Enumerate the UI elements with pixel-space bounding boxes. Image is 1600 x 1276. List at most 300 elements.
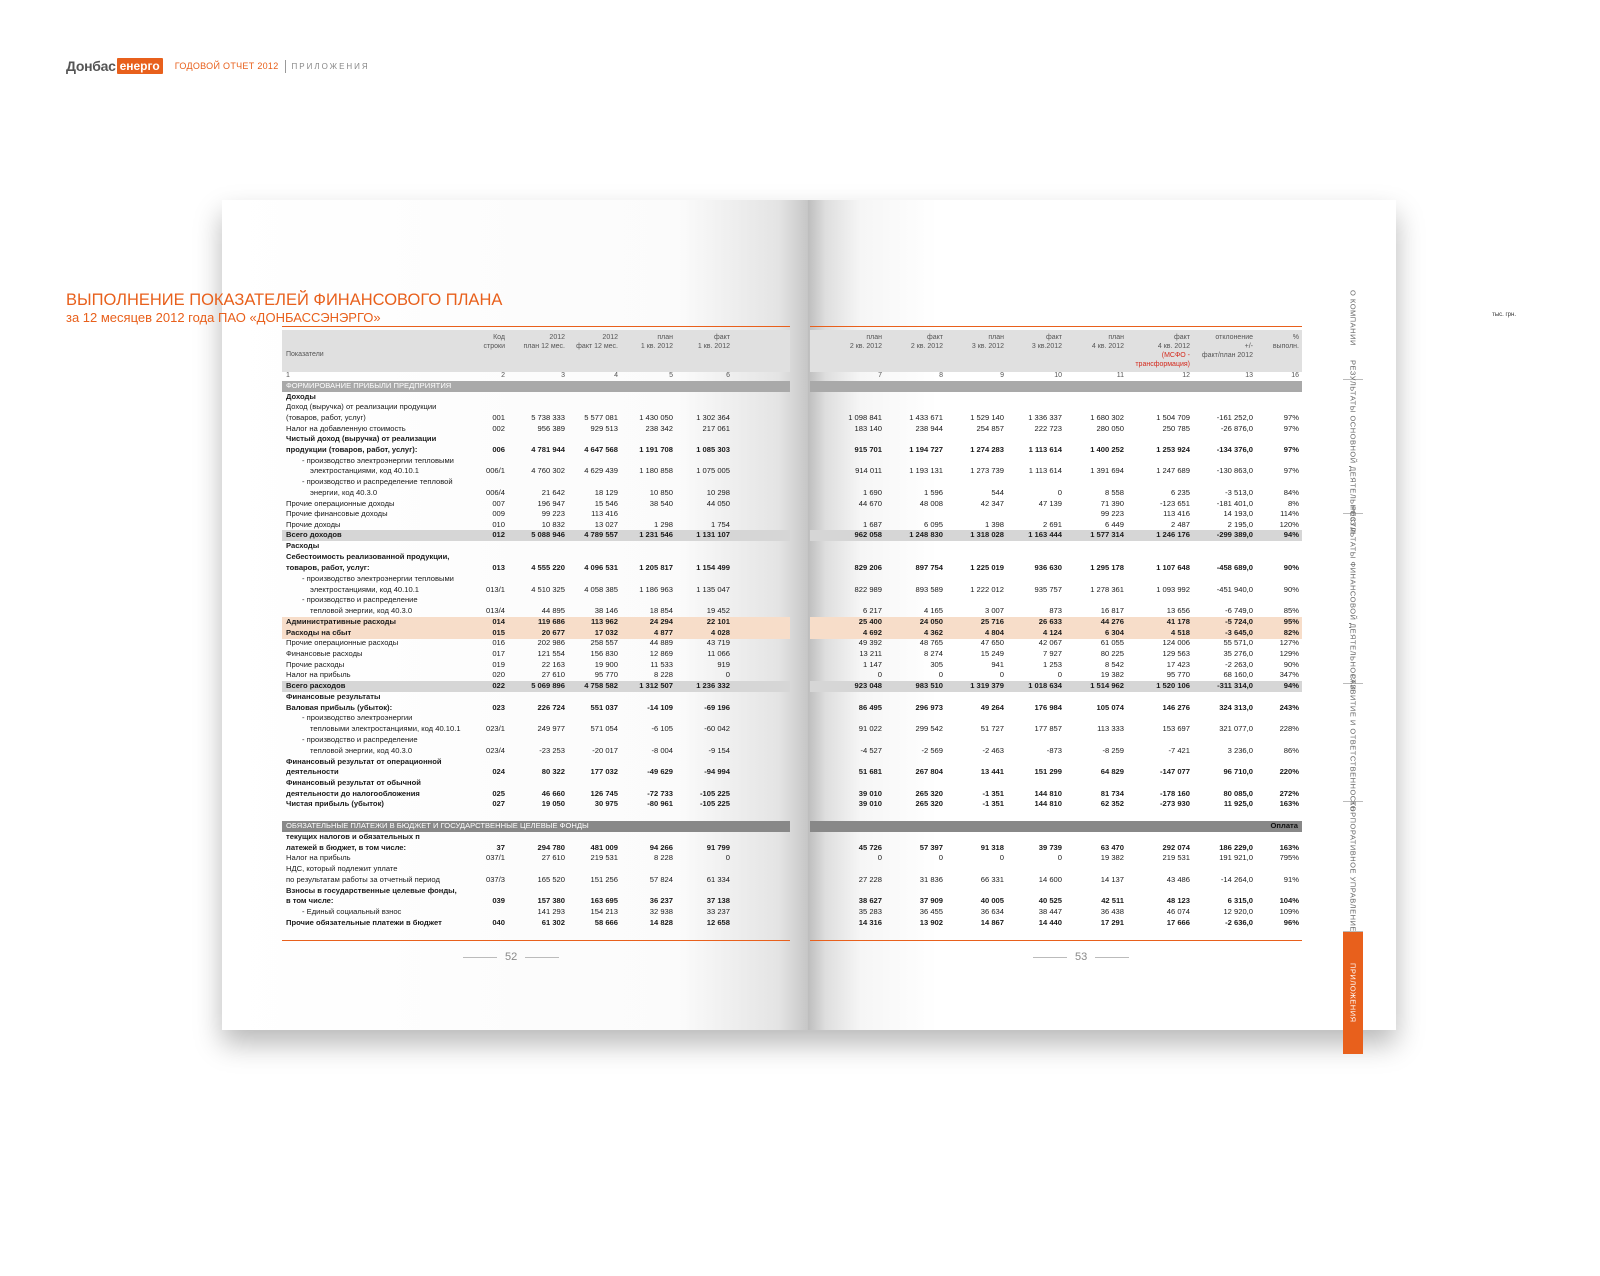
table-cell: 71 390 xyxy=(1100,499,1124,508)
table-cell: 1 085 303 xyxy=(696,445,730,454)
table-cell: 36 455 xyxy=(919,907,943,916)
table-cell: 267 804 xyxy=(915,767,943,776)
table-cell: 347% xyxy=(1279,670,1299,679)
table-cell: 80 085,0 xyxy=(1223,789,1253,798)
table-cell: 12 xyxy=(1182,372,1190,379)
table-row xyxy=(282,445,790,456)
table-cell: 14 193,0 xyxy=(1223,509,1253,518)
table-cell: 0 xyxy=(877,853,882,862)
table-cell: 37 909 xyxy=(919,896,943,905)
row-label: деятельности xyxy=(286,767,339,776)
table-cell: 292 074 xyxy=(1162,843,1190,852)
table-cell: 165 520 xyxy=(537,875,565,884)
table-cell: 38 447 xyxy=(1038,907,1062,916)
table-cell: 13 211 xyxy=(859,649,882,658)
table-row xyxy=(282,520,790,531)
table-cell: 25 716 xyxy=(980,617,1004,626)
table-cell: 8 xyxy=(939,372,943,379)
table-row xyxy=(282,789,790,800)
table-cell: 006/1 xyxy=(485,466,505,475)
table-cell: 15 546 xyxy=(594,499,618,508)
table-row xyxy=(282,799,790,810)
column-header: план 1 кв. 2012 xyxy=(640,334,673,350)
table-cell: 1 529 140 xyxy=(970,413,1004,422)
table-cell: 4 518 xyxy=(1170,628,1190,637)
table-cell: 873 xyxy=(1049,606,1062,615)
section-tab[interactable] xyxy=(1343,506,1363,691)
table-cell: 941 xyxy=(991,660,1004,669)
table-row xyxy=(282,713,790,724)
table-cell: 6 xyxy=(726,372,730,379)
table-cell: 57 397 xyxy=(919,843,943,852)
row-label: - производство и распределение xyxy=(302,595,418,604)
table-cell: 919 xyxy=(717,660,730,669)
table-cell: 1 191 708 xyxy=(639,445,673,454)
table-row xyxy=(810,692,1302,703)
table-cell: 551 037 xyxy=(590,703,618,712)
table-cell: 6 449 xyxy=(1104,520,1124,529)
table-cell: 1 248 830 xyxy=(909,530,943,539)
table-row xyxy=(810,477,1302,488)
table-cell: 929 513 xyxy=(590,424,618,433)
table-row xyxy=(282,606,790,617)
row-label: продукции (товаров, работ, услуг): xyxy=(286,445,418,454)
table-row xyxy=(810,552,1302,563)
units-label: тыс. грн. xyxy=(1492,312,1516,318)
section-tab-label: РАЗВИТИЕ И ОТВЕТСТВЕННОСТЬ xyxy=(1348,673,1358,812)
row-label: Финансовый результат от операционной xyxy=(286,757,442,766)
table-cell: 4 789 557 xyxy=(584,530,618,539)
table-cell: 120% xyxy=(1279,520,1299,529)
table-cell: 82% xyxy=(1283,628,1299,637)
table-cell: 21 642 xyxy=(541,488,565,497)
table-cell: 002 xyxy=(492,424,505,433)
table-cell: 1 273 739 xyxy=(970,466,1004,475)
row-label: латежей в бюджет, в том числе: xyxy=(286,843,407,852)
table-cell: 48 765 xyxy=(919,638,943,647)
table-cell: 38 627 xyxy=(858,896,882,905)
table-cell: 18 854 xyxy=(649,606,673,615)
table-cell: 24 050 xyxy=(919,617,943,626)
table-row xyxy=(282,617,790,628)
row-label: ФОРМИРОВАНИЕ ПРИБЫЛИ ПРЕДПРИЯТИЯ xyxy=(286,381,452,390)
table-row xyxy=(810,843,1302,854)
table-cell: 4 028 xyxy=(710,628,730,637)
table-cell: 1 433 671 xyxy=(909,413,943,422)
table-row xyxy=(810,456,1302,467)
table-cell: 104% xyxy=(1279,896,1299,905)
table-cell: 25 400 xyxy=(858,617,882,626)
table-row xyxy=(810,681,1302,692)
table-cell: 96 710,0 xyxy=(1223,767,1253,776)
table-cell: 86% xyxy=(1283,746,1299,755)
column-number: 1 xyxy=(286,372,290,379)
table-cell: 1 163 444 xyxy=(1028,530,1062,539)
table-cell: 42 511 xyxy=(1101,896,1124,905)
table-cell: -72 733 xyxy=(647,789,673,798)
table-cell: 0 xyxy=(1057,853,1062,862)
table-cell: -14 109 xyxy=(647,703,673,712)
table-cell: 90% xyxy=(1283,660,1299,669)
table-cell: 2 xyxy=(501,372,505,379)
table-cell: 68 160,0 xyxy=(1223,670,1253,679)
table-cell: 015 xyxy=(492,628,505,637)
table-cell: 1 154 499 xyxy=(696,563,730,572)
table-cell: -161 252,0 xyxy=(1216,413,1253,422)
table-cell: 32 938 xyxy=(649,907,673,916)
table-cell: 91 022 xyxy=(858,724,882,733)
table-cell: 4 555 220 xyxy=(531,563,565,572)
table-row xyxy=(810,789,1302,800)
table-cell: -181 401,0 xyxy=(1216,499,1253,508)
table-cell: 15 249 xyxy=(980,649,1004,658)
row-label: - Единый социальный взнос xyxy=(302,907,402,916)
table-cell: 96% xyxy=(1283,918,1299,927)
table-row xyxy=(810,638,1302,649)
table-cell: 80 225 xyxy=(1100,649,1124,658)
column-header: отклонение +/- факт/план 2012 xyxy=(1201,334,1253,359)
table-cell: 13 027 xyxy=(594,520,618,529)
table-cell: 95% xyxy=(1283,617,1299,626)
table-cell: 321 077,0 xyxy=(1219,724,1253,733)
table-cell: 33 237 xyxy=(706,907,730,916)
table-cell: 299 542 xyxy=(915,724,943,733)
table-cell: 1 680 302 xyxy=(1090,413,1124,422)
row-label: Расходы на сбыт xyxy=(286,628,352,637)
row-label: электростанциями, код 40.10.1 xyxy=(310,585,420,594)
table-row xyxy=(810,585,1302,596)
table-cell: 42 067 xyxy=(1038,638,1062,647)
section-tab-label: О КОМПАНИИ xyxy=(1348,289,1358,346)
table-cell: 983 510 xyxy=(915,681,943,690)
table-cell: 915 701 xyxy=(854,445,882,454)
table-cell: 1 336 337 xyxy=(1028,413,1062,422)
table-cell: 46 660 xyxy=(541,789,565,798)
table-cell: 62 352 xyxy=(1100,799,1124,808)
table-cell: 43 486 xyxy=(1166,875,1190,884)
table-cell: 38 540 xyxy=(649,499,673,508)
table-row xyxy=(282,628,790,639)
table-cell: 249 977 xyxy=(537,724,565,733)
table-row xyxy=(282,660,790,671)
row-label: товаров, работ, услуг: xyxy=(286,563,370,572)
table-cell: 4 058 385 xyxy=(584,585,618,594)
table-row xyxy=(282,832,790,843)
table-cell: 238 342 xyxy=(645,424,673,433)
table-row xyxy=(282,595,790,606)
table-cell: 1 319 379 xyxy=(970,681,1004,690)
section-tab[interactable] xyxy=(1343,359,1363,534)
table-cell: 114% xyxy=(1280,509,1299,518)
table-cell: 153 697 xyxy=(1162,724,1190,733)
table-cell: -2 463 xyxy=(982,746,1004,755)
row-label: Чистый доход (выручка) от реализации xyxy=(286,434,437,443)
table-cell: 2 691 xyxy=(1042,520,1062,529)
column-header: факт 3 кв.2012 xyxy=(1031,334,1062,350)
title-rule-right xyxy=(810,326,1302,327)
table-cell: 144 810 xyxy=(1034,789,1062,798)
table-cell: 11 xyxy=(1116,372,1124,379)
table-cell: 119 686 xyxy=(537,617,565,626)
table-cell: 17 423 xyxy=(1166,660,1190,669)
table-row xyxy=(810,918,1302,929)
table-row xyxy=(810,896,1302,907)
table-cell: 4 692 xyxy=(862,628,882,637)
table-cell: 49 264 xyxy=(980,703,1004,712)
table-cell: 4 362 xyxy=(923,628,943,637)
report-title: ГОДОВОЙ ОТЧЕТ 2012 xyxy=(174,61,279,71)
table-cell: 17 666 xyxy=(1166,918,1190,927)
table-cell: 5 xyxy=(669,372,673,379)
table-cell: 91% xyxy=(1283,875,1299,884)
table-cell: 1 113 614 xyxy=(1028,466,1062,475)
section-tab[interactable] xyxy=(1343,673,1363,812)
table-cell: 99 223 xyxy=(541,509,565,518)
table-cell: 027 xyxy=(492,799,505,808)
table-cell: -23 253 xyxy=(539,746,565,755)
table-cell: 6 304 xyxy=(1104,628,1124,637)
row-label: Доход (выручка) от реализации продукции xyxy=(286,402,437,411)
row-label: Прочие финансовые доходы xyxy=(286,509,388,518)
table-cell: 109% xyxy=(1279,907,1299,916)
table-cell: 11 925,0 xyxy=(1223,799,1253,808)
row-label: текущих налогов и обязательных п xyxy=(286,832,420,841)
table-cell: 272% xyxy=(1279,789,1299,798)
table-cell: 1 318 028 xyxy=(970,530,1004,539)
table-cell: 1 577 314 xyxy=(1090,530,1124,539)
table-cell: 38 146 xyxy=(594,606,618,615)
table-row xyxy=(810,670,1302,681)
row-label: Финансовый результат от обычной xyxy=(286,778,421,787)
table-cell: 49 392 xyxy=(858,638,882,647)
table-cell: 5 088 946 xyxy=(531,530,565,539)
table-cell: 27 610 xyxy=(541,670,565,679)
section-tail-label: Оплата xyxy=(1270,821,1298,830)
table-cell: 4 804 xyxy=(984,628,1004,637)
table-cell: 141 293 xyxy=(537,907,565,916)
table-cell: 81 734 xyxy=(1100,789,1124,798)
table-cell: -451 940,0 xyxy=(1216,585,1253,594)
table-cell: 91 318 xyxy=(980,843,1004,852)
column-header: % выполн. xyxy=(1272,334,1299,350)
table-row xyxy=(810,434,1302,445)
row-label: энергии, код 40.3.0 xyxy=(310,488,378,497)
table-cell: 36 237 xyxy=(649,896,673,905)
table-cell: 1 098 841 xyxy=(848,413,882,422)
logo-box: енерго xyxy=(117,58,163,74)
row-label: Всего расходов xyxy=(286,681,346,690)
table-cell: 014 xyxy=(492,617,505,626)
table-row xyxy=(282,466,790,477)
table-cell: 222 723 xyxy=(1034,424,1062,433)
table-cell: 1 312 507 xyxy=(639,681,673,690)
table-row xyxy=(282,499,790,510)
table-cell: -2 263,0 xyxy=(1225,660,1253,669)
table-cell: 94% xyxy=(1283,681,1299,690)
table-cell: -873 xyxy=(1046,746,1062,755)
table-cell: 19 900 xyxy=(594,660,618,669)
table-cell: 16 817 xyxy=(1100,606,1124,615)
table-cell: 1 520 106 xyxy=(1156,681,1190,690)
table-cell: 37 xyxy=(496,843,505,852)
table-cell: 1 205 817 xyxy=(639,563,673,572)
table-cell: 1 398 xyxy=(984,520,1004,529)
table-cell: 43 719 xyxy=(706,638,730,647)
table-cell: 4 124 xyxy=(1042,628,1062,637)
table-cell: 0 xyxy=(999,853,1004,862)
table-cell: 66 331 xyxy=(980,875,1004,884)
table-cell: 176 984 xyxy=(1034,703,1062,712)
table-row xyxy=(810,853,1302,864)
table-cell: 0 xyxy=(999,670,1004,679)
table-cell: -3 645,0 xyxy=(1225,628,1253,637)
table-row xyxy=(282,649,790,660)
row-label: Налог на прибыль xyxy=(286,670,351,679)
row-label: Расходы xyxy=(286,541,320,550)
row-label: Валовая прибыль (убыток): xyxy=(286,703,393,712)
table-row xyxy=(282,541,790,552)
table-cell: 61 334 xyxy=(706,875,730,884)
table-cell: 893 589 xyxy=(915,585,943,594)
section-tab[interactable] xyxy=(1343,802,1363,932)
table-cell: 48 008 xyxy=(919,499,943,508)
logo-text: Донбас xyxy=(66,58,116,74)
table-row xyxy=(282,574,790,585)
table-cell: 177 857 xyxy=(1034,724,1062,733)
table-cell: 822 989 xyxy=(854,585,882,594)
section-tab[interactable] xyxy=(1343,932,1363,1054)
table-row xyxy=(282,488,790,499)
table-cell: -80 961 xyxy=(647,799,673,808)
table-row xyxy=(282,381,790,392)
table-row xyxy=(282,918,790,929)
row-label: Всего доходов xyxy=(286,530,342,539)
table-row xyxy=(810,402,1302,413)
table-cell: 1 302 364 xyxy=(696,413,730,422)
table-cell: 936 630 xyxy=(1034,563,1062,572)
table-cell: 8 228 xyxy=(653,853,673,862)
table-cell: 12 869 xyxy=(649,649,673,658)
table-row xyxy=(282,692,790,703)
table-cell: 36 634 xyxy=(980,907,1004,916)
table-row xyxy=(810,713,1302,724)
row-label: Налог на прибыль xyxy=(286,853,351,862)
table-cell: 016 xyxy=(492,638,505,647)
row-label: электростанциями, код 40.10.1 xyxy=(310,466,420,475)
table-cell: -4 527 xyxy=(860,746,882,755)
table-cell: 7 xyxy=(878,372,882,379)
table-cell: 44 895 xyxy=(541,606,565,615)
table-row xyxy=(282,724,790,735)
table-cell: 16 xyxy=(1291,372,1299,379)
table-cell: 163 695 xyxy=(590,896,618,905)
table-cell: 1 690 xyxy=(862,488,882,497)
table-cell: 10 298 xyxy=(706,488,730,497)
table-cell: -458 689,0 xyxy=(1216,563,1253,572)
table-cell: 1 236 332 xyxy=(696,681,730,690)
table-cell: 8% xyxy=(1288,499,1299,508)
table-row xyxy=(810,628,1302,639)
table-cell: 186 229,0 xyxy=(1219,843,1253,852)
table-cell: 1 274 283 xyxy=(970,445,1004,454)
column-header: Код строки xyxy=(483,334,505,350)
table-cell: 0 xyxy=(1057,670,1062,679)
table-cell: 571 054 xyxy=(590,724,618,733)
table-cell: 44 670 xyxy=(858,499,882,508)
table-cell: 113 416 xyxy=(591,509,618,518)
table-row xyxy=(810,595,1302,606)
table-cell: 20 677 xyxy=(541,628,565,637)
table-cell: 1 514 962 xyxy=(1090,681,1124,690)
table-cell: 12 920,0 xyxy=(1223,907,1253,916)
table-cell: 11 066 xyxy=(707,649,730,658)
table-cell: 8 274 xyxy=(923,649,943,658)
table-cell: 0 xyxy=(938,670,943,679)
section-name: ПРИЛОЖЕНИЯ xyxy=(291,61,370,71)
table-cell: 4 629 439 xyxy=(584,466,618,475)
table-row xyxy=(282,563,790,574)
table-cell: 1 430 050 xyxy=(639,413,673,422)
table-cell: 151 256 xyxy=(590,875,618,884)
title-rule-left xyxy=(282,326,790,327)
table-cell: 13 656 xyxy=(1166,606,1190,615)
table-cell: 238 944 xyxy=(915,424,943,433)
table-row xyxy=(810,563,1302,574)
table-cell: 24 294 xyxy=(649,617,673,626)
table-cell: 0 xyxy=(725,853,730,862)
table-cell: 35 283 xyxy=(858,907,882,916)
table-cell: 113 416 xyxy=(1163,509,1190,518)
table-cell: -20 017 xyxy=(592,746,618,755)
table-row xyxy=(810,499,1302,510)
table-cell: 19 452 xyxy=(706,606,730,615)
table-cell: 544 xyxy=(991,488,1004,497)
column-header: факт 1 кв. 2012 xyxy=(697,334,730,350)
table-cell: 27 610 xyxy=(541,853,565,862)
table-cell: 97% xyxy=(1283,413,1299,422)
table-cell: 1 222 012 xyxy=(970,585,1004,594)
table-cell: 36 438 xyxy=(1100,907,1124,916)
row-label: тепловыми электростанциями, код 40.10.1 xyxy=(310,724,461,733)
table-cell: 27 228 xyxy=(858,875,882,884)
row-label: Прочие обязательные платежи в бюджет xyxy=(286,918,442,927)
page-header xyxy=(66,58,370,74)
table-cell: 265 320 xyxy=(915,799,943,808)
table-cell: 1 687 xyxy=(862,520,882,529)
table-row xyxy=(810,778,1302,789)
column-header: факт 4 кв. 2012 (МСФО - трансформация) xyxy=(1135,334,1190,368)
table-row xyxy=(810,520,1302,531)
table-cell: 013/1 xyxy=(485,585,505,594)
table-row xyxy=(810,746,1302,757)
table-cell: 6 095 xyxy=(923,520,943,529)
table-cell: 40 525 xyxy=(1038,896,1062,905)
table-cell: 17 032 xyxy=(594,628,618,637)
table-cell: -134 376,0 xyxy=(1216,445,1253,454)
table-cell: 156 830 xyxy=(590,649,618,658)
table-cell: -105 225 xyxy=(700,789,730,798)
table-cell: 14 600 xyxy=(1038,875,1062,884)
table-cell: 220% xyxy=(1279,767,1299,776)
section-tab-label: ПРИЛОЖЕНИЯ xyxy=(1348,963,1358,1023)
table-cell: 1 391 694 xyxy=(1090,466,1124,475)
table-cell: 44 889 xyxy=(649,638,673,647)
table-cell: 258 557 xyxy=(590,638,618,647)
table-row xyxy=(282,585,790,596)
table-cell: 217 061 xyxy=(702,424,730,433)
table-cell: 4 165 xyxy=(923,606,943,615)
table-cell: -123 651 xyxy=(1160,499,1190,508)
